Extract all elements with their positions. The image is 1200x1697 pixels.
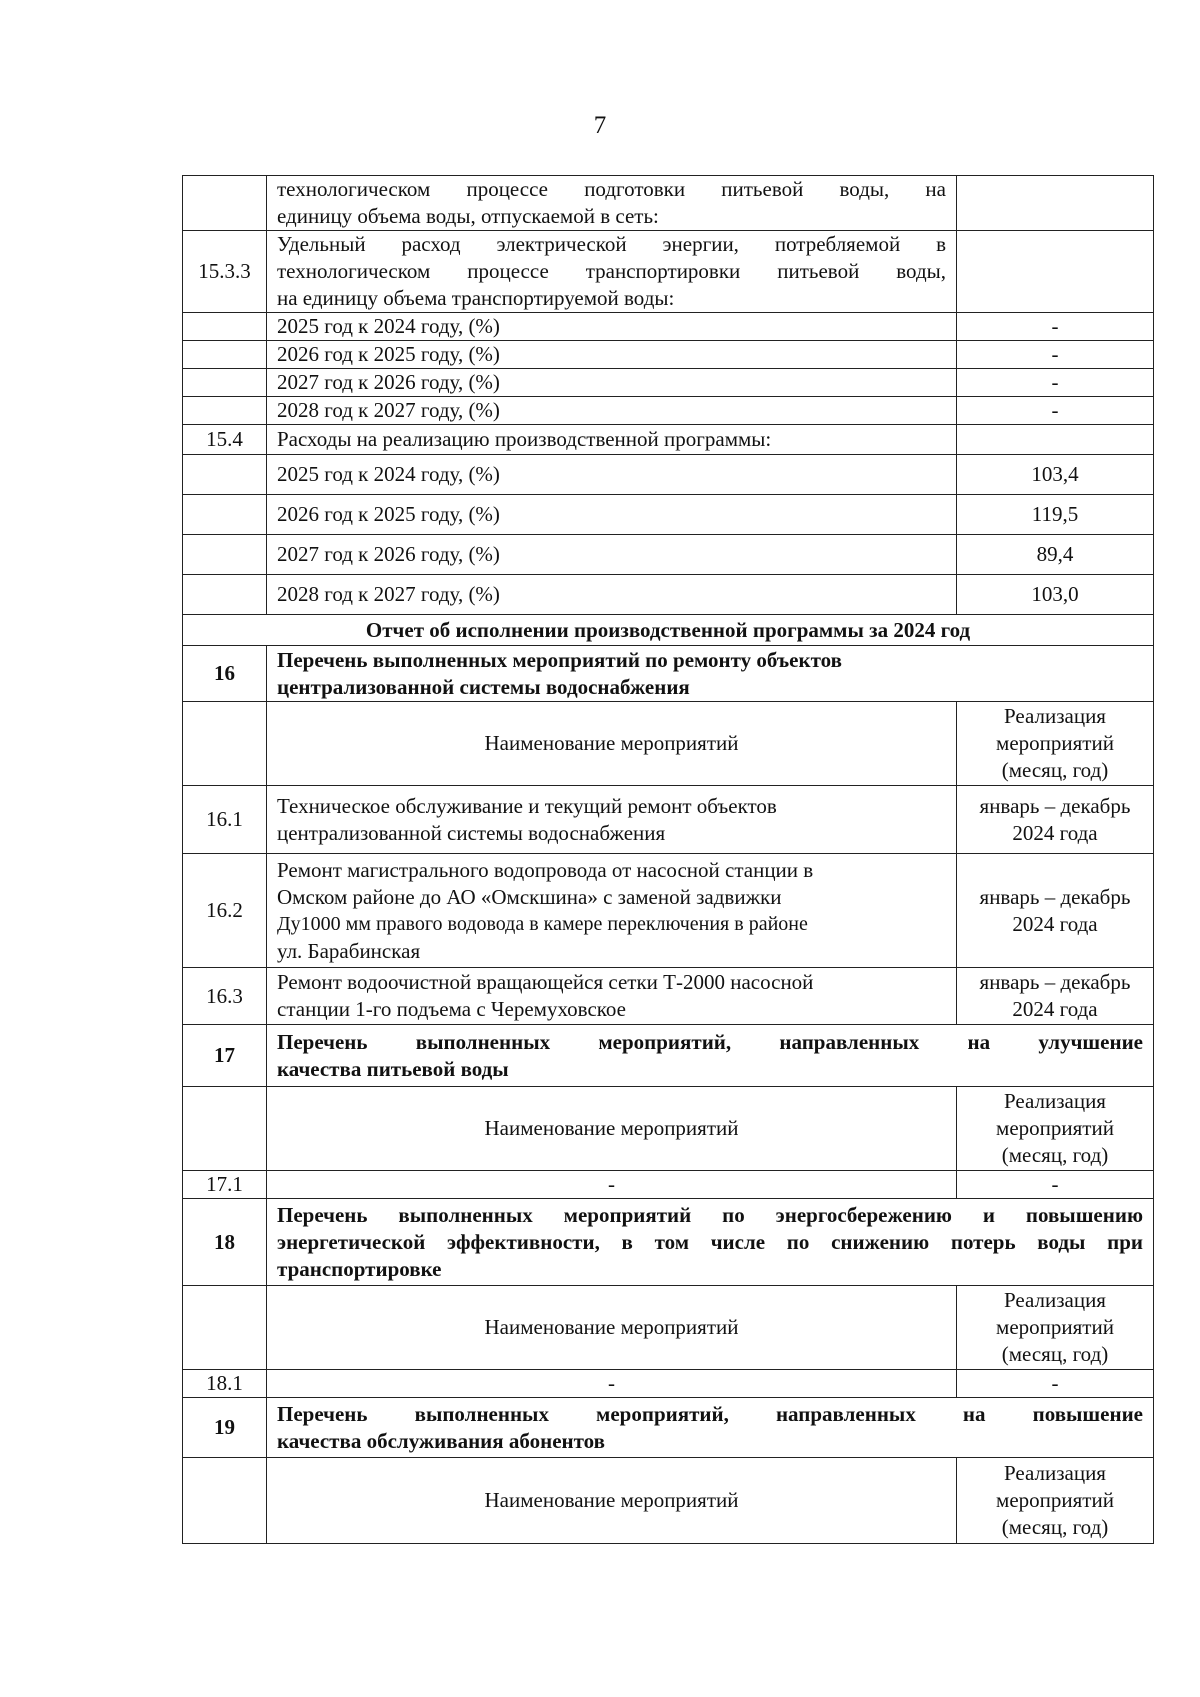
table-row: [183, 968, 1154, 1025]
row-number: 18.1: [183, 1370, 267, 1398]
table-row: [183, 1171, 1154, 1199]
table-row: [183, 535, 1154, 575]
header-implementation: Реализация мероприятий (месяц, год): [957, 702, 1154, 786]
row-period: январь – декабрь 2024 года: [957, 854, 1154, 968]
table-row: [183, 313, 1154, 341]
year-value: -: [957, 397, 1154, 425]
table-row: [183, 854, 1154, 968]
section-number: 17: [183, 1025, 267, 1087]
program-table: [182, 175, 1154, 1544]
row-period: январь – декабрь 2024 года: [957, 968, 1154, 1025]
section-header: [183, 646, 1154, 702]
year-value: 103,4: [957, 455, 1154, 495]
row-text: Ремонт водоочистной вращающейся сетки Т-2000 насосной станции 1-го подъема с Черемуховское: [267, 968, 957, 1025]
table-row: [183, 455, 1154, 495]
section-title: Перечень выполненных мероприятий по ремонту объектов централизованной системы водоснабжения: [267, 646, 1154, 702]
row-value: [957, 425, 1154, 455]
year-value: 89,4: [957, 535, 1154, 575]
header-implementation: Реализация мероприятий (месяц, год): [957, 1458, 1154, 1544]
row-text: -: [267, 1171, 957, 1199]
row-number: 16.2: [183, 854, 267, 968]
column-header-row: [183, 1087, 1154, 1171]
row-text: -: [267, 1370, 957, 1398]
year-label: 2026 год к 2025 году, (%): [267, 495, 957, 535]
header-implementation: Реализация мероприятий (месяц, год): [957, 1087, 1154, 1171]
row-period: -: [957, 1370, 1154, 1398]
section-number: 19: [183, 1398, 267, 1458]
row-text: Удельный расход электрической энергии, потребляемой в технологическом процессе транспортировки питьевой воды, на единицу объема транспортируемой воды:: [267, 231, 957, 313]
header-name: Наименование мероприятий: [267, 1458, 957, 1544]
year-value: -: [957, 369, 1154, 397]
section-title: Перечень выполненных мероприятий, направленных на повышение качества обслуживания абонентов: [267, 1398, 1154, 1458]
row-value: [957, 231, 1154, 313]
row-period: январь – декабрь 2024 года: [957, 786, 1154, 854]
table-row: [183, 786, 1154, 854]
year-value: -: [957, 313, 1154, 341]
table-row: [183, 369, 1154, 397]
section-header: [183, 1398, 1154, 1458]
section-header: [183, 1199, 1154, 1286]
header-name: Наименование мероприятий: [267, 1087, 957, 1171]
table-row: [183, 1370, 1154, 1398]
year-label: 2028 год к 2027 году, (%): [267, 397, 957, 425]
report-title: Отчет об исполнении производственной программы за 2024 год: [183, 615, 1154, 646]
section-number: 16: [183, 646, 267, 702]
year-label: 2027 год к 2026 году, (%): [267, 369, 957, 397]
row-number: 15.3.3: [183, 231, 267, 313]
column-header-row: [183, 1286, 1154, 1370]
row-number: [183, 176, 267, 231]
year-label: 2028 год к 2027 году, (%): [267, 575, 957, 615]
column-header-row: [183, 702, 1154, 786]
row-number: 17.1: [183, 1171, 267, 1199]
year-value: -: [957, 341, 1154, 369]
section-header: [183, 1025, 1154, 1087]
year-label: 2027 год к 2026 году, (%): [267, 535, 957, 575]
year-label: 2025 год к 2024 году, (%): [267, 313, 957, 341]
page-number: 7: [593, 112, 607, 139]
table-row: [183, 575, 1154, 615]
table-row: [183, 231, 1154, 313]
column-header-row: [183, 1458, 1154, 1544]
section-title: Перечень выполненных мероприятий, направленных на улучшение качества питьевой воды: [267, 1025, 1154, 1087]
section-number: 18: [183, 1199, 267, 1286]
header-implementation: Реализация мероприятий (месяц, год): [957, 1286, 1154, 1370]
row-period: -: [957, 1171, 1154, 1199]
header-name: Наименование мероприятий: [267, 702, 957, 786]
row-number: 16.3: [183, 968, 267, 1025]
table-row: [183, 425, 1154, 455]
year-value: 119,5: [957, 495, 1154, 535]
row-number: 16.1: [183, 786, 267, 854]
header-name: Наименование мероприятий: [267, 1286, 957, 1370]
row-number: 15.4: [183, 425, 267, 455]
row-text: Расходы на реализацию производственной программы:: [267, 425, 957, 455]
table-row: [183, 176, 1154, 231]
table-row: [183, 615, 1154, 646]
table-row: [183, 397, 1154, 425]
year-value: 103,0: [957, 575, 1154, 615]
row-value: [957, 176, 1154, 231]
row-text: Ремонт магистрального водопровода от насосной станции в Омском районе до АО «Омскшина» с заменой задвижки Ду1000 мм правого водовода в камере переключения в районе ул. Барабинская: [267, 854, 957, 968]
section-title: Перечень выполненных мероприятий по энергосбережению и повышению энергетической эффективности, в том числе по снижению потерь воды при транспортировке: [267, 1199, 1154, 1286]
year-label: 2026 год к 2025 году, (%): [267, 341, 957, 369]
row-text: технологическом процессе подготовки питьевой воды, на единицу объема воды, отпускаемой в сеть:: [267, 176, 957, 231]
year-label: 2025 год к 2024 году, (%): [267, 455, 957, 495]
table-row: [183, 495, 1154, 535]
table-row: [183, 341, 1154, 369]
row-text: Техническое обслуживание и текущий ремонт объектов централизованной системы водоснабжения: [267, 786, 957, 854]
